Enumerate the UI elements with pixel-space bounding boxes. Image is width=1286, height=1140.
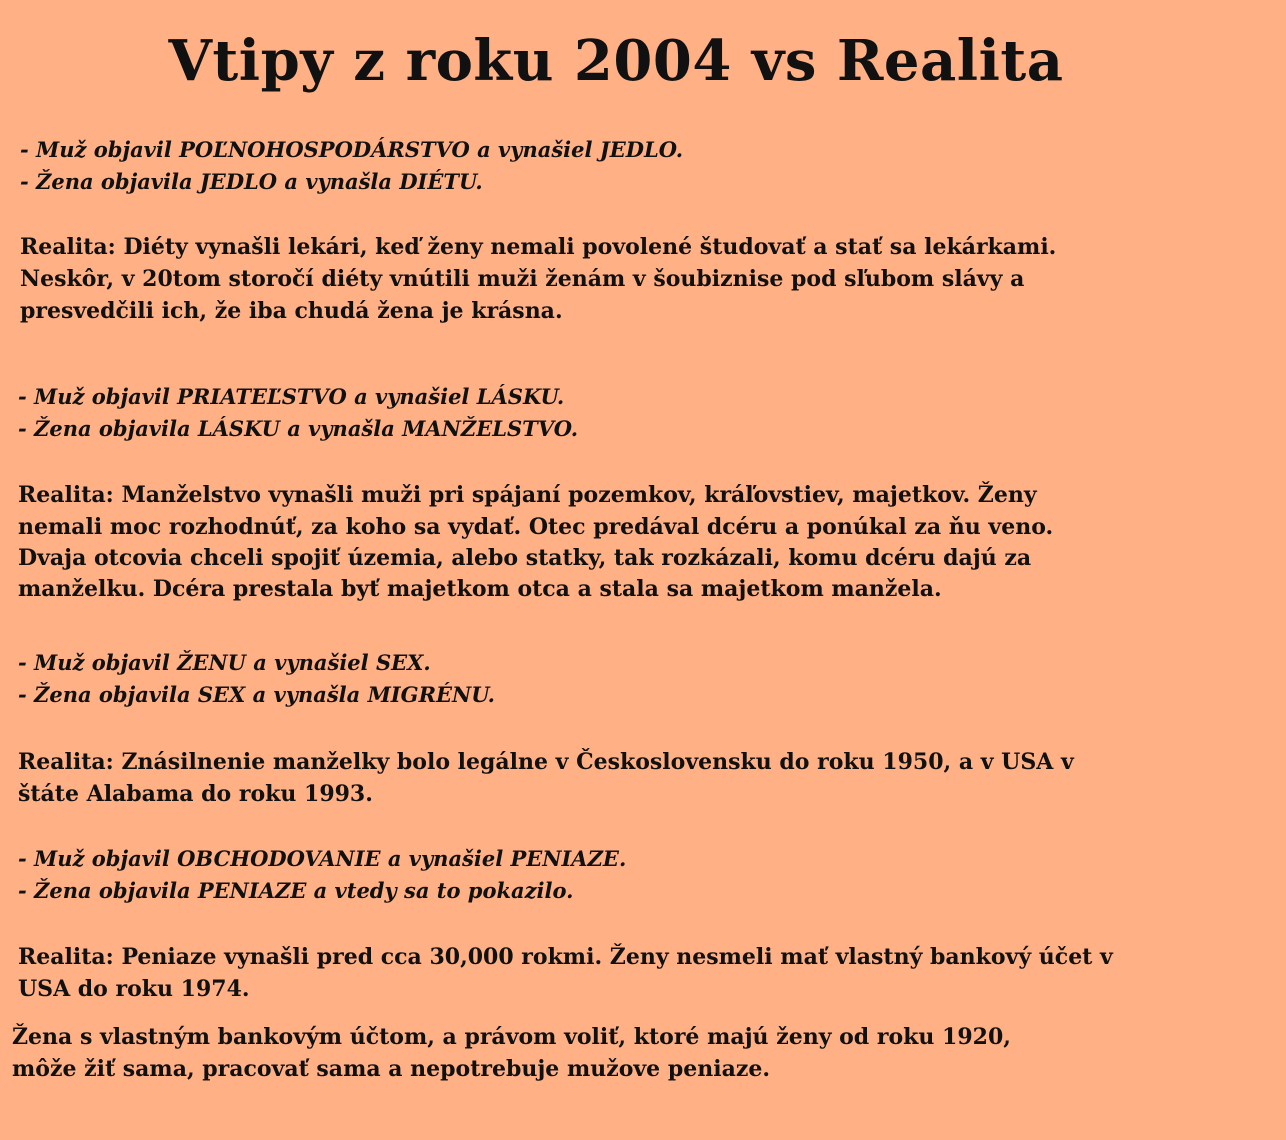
joke-line: - Muž objavil ŽENU a vynašiel SEX. [18, 650, 431, 675]
reality-line: Realita: Peniaze vynašli pred cca 30,000 rokmi. Ženy nesmeli mať vlastný bankový účet v [18, 944, 1113, 970]
conclusion-line: môže žiť sama, pracovať sama a nepotrebuje mužove peniaze. [12, 1056, 770, 1082]
joke-line: - Muž objavil OBCHODOVANIE a vynašiel PENIAZE. [18, 846, 627, 871]
joke-line: - Žena objavila LÁSKU a vynašla MANŽELSTVO. [18, 416, 579, 441]
joke-line: - Žena objavila PENIAZE a vtedy sa to pokazilo. [18, 878, 574, 903]
reality-line: manželku. Dcéra prestala byť majetkom otca a stala sa majetkom manžela. [18, 576, 942, 602]
joke-line: - Žena objavila JEDLO a vynašla DIÉTU. [20, 169, 483, 194]
reality-line: presvedčili ich, že iba chudá žena je krásna. [20, 298, 563, 324]
reality-line: Realita: Manželstvo vynašli muži pri spájaní pozemkov, kráľovstiev, majetkov. Ženy [18, 482, 1037, 508]
joke-line: - Muž objavil POĽNOHOSPODÁRSTVO a vynašiel JEDLO. [20, 137, 684, 162]
page-title: Vtipy z roku 2004 vs Realita [168, 28, 1064, 94]
joke-line: - Žena objavila SEX a vynašla MIGRÉNU. [18, 682, 495, 707]
reality-line: Dvaja otcovia chceli spojiť územia, alebo statky, tak rozkázali, komu dcéru dajú za [18, 545, 1032, 571]
reality-line: Realita: Znásilnenie manželky bolo legálne v Československu do roku 1950, a v USA v [18, 749, 1074, 775]
reality-line: nemali moc rozhodnúť, za koho sa vydať. Otec predával dcéru a ponúkal za ňu veno. [18, 514, 1054, 540]
reality-line: Neskôr, v 20tom storočí diéty vnútili muži ženám v šoubiznise pod sľubom slávy a [20, 266, 1025, 292]
reality-line: Realita: Diéty vynašli lekári, keď ženy nemali povolené študovať a stať sa lekárkami. [20, 234, 1057, 260]
joke-line: - Muž objavil PRIATEĽSTVO a vynašiel LÁSKU. [18, 384, 565, 409]
conclusion-line: Žena s vlastným bankovým účtom, a právom voliť, ktoré majú ženy od roku 1920, [12, 1024, 1011, 1050]
reality-line: USA do roku 1974. [18, 976, 250, 1002]
reality-line: štáte Alabama do roku 1993. [18, 781, 373, 807]
